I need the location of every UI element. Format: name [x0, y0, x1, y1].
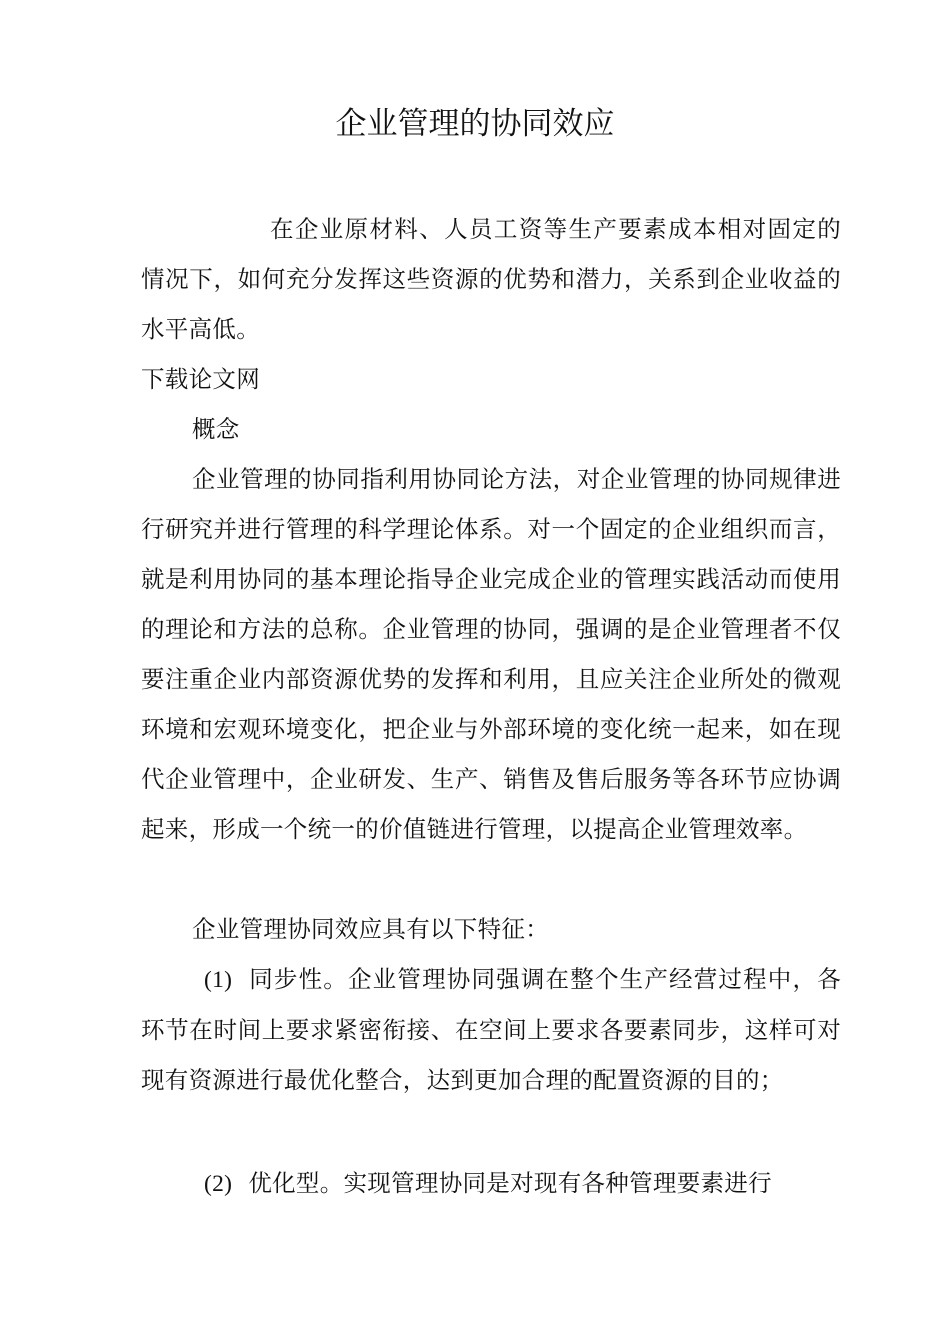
feature-item-2 [141, 1158, 841, 1209]
feature-item-1 [141, 954, 841, 1105]
feature-number-1: (1) [204, 967, 233, 993]
intro-paragraph: 在企业原材料、人员工资等生产要素成本相对固定的情况下，如何充分发挥这些资源的优势和潜力，关系到企业收益的水平高低。 [141, 215, 841, 343]
concept-paragraph: 企业管理的协同指利用协同论方法，对企业管理的协同规律进行研究并进行管理的科学理论体系。对一个固定的企业组织而言，就是利用协同的基本理论指导企业完成企业的管理实践活动而使用的理论和方法的总称。企业管理的协同，强调的是企业管理者不仅要注重企业内部资源优势的发挥和利用，且应关注企业所处的微观环境和宏观环境变化，把企业与外部环境的变化统一起来，如在现代企业管理中，企业研发、生产、销售及售后服务等各环节应协调起来，形成一个统一的价值链进行管理，以提高企业管理效率。 [141, 465, 841, 843]
section-heading-concept: 概念 [192, 415, 240, 443]
source-line: 下载论文网 [141, 365, 260, 393]
features-intro-paragraph: 企业管理协同效应具有以下特征： [192, 915, 549, 943]
feature-text-2: 优化型。实现管理协同是对现有各种管理要素进行 [248, 1169, 772, 1197]
feature-number-2: (2) [204, 1171, 233, 1197]
page-title: 企业管理的协同效应 [335, 106, 615, 142]
feature-text-1: 同步性。企业管理协同强调在整个生产经营过程中，各环节在时间上要求紧密衔接、在空间上要求各要素同步，这样可对现有资源进行最优化整合，达到更加合理的配置资源的目的； [141, 965, 841, 1094]
